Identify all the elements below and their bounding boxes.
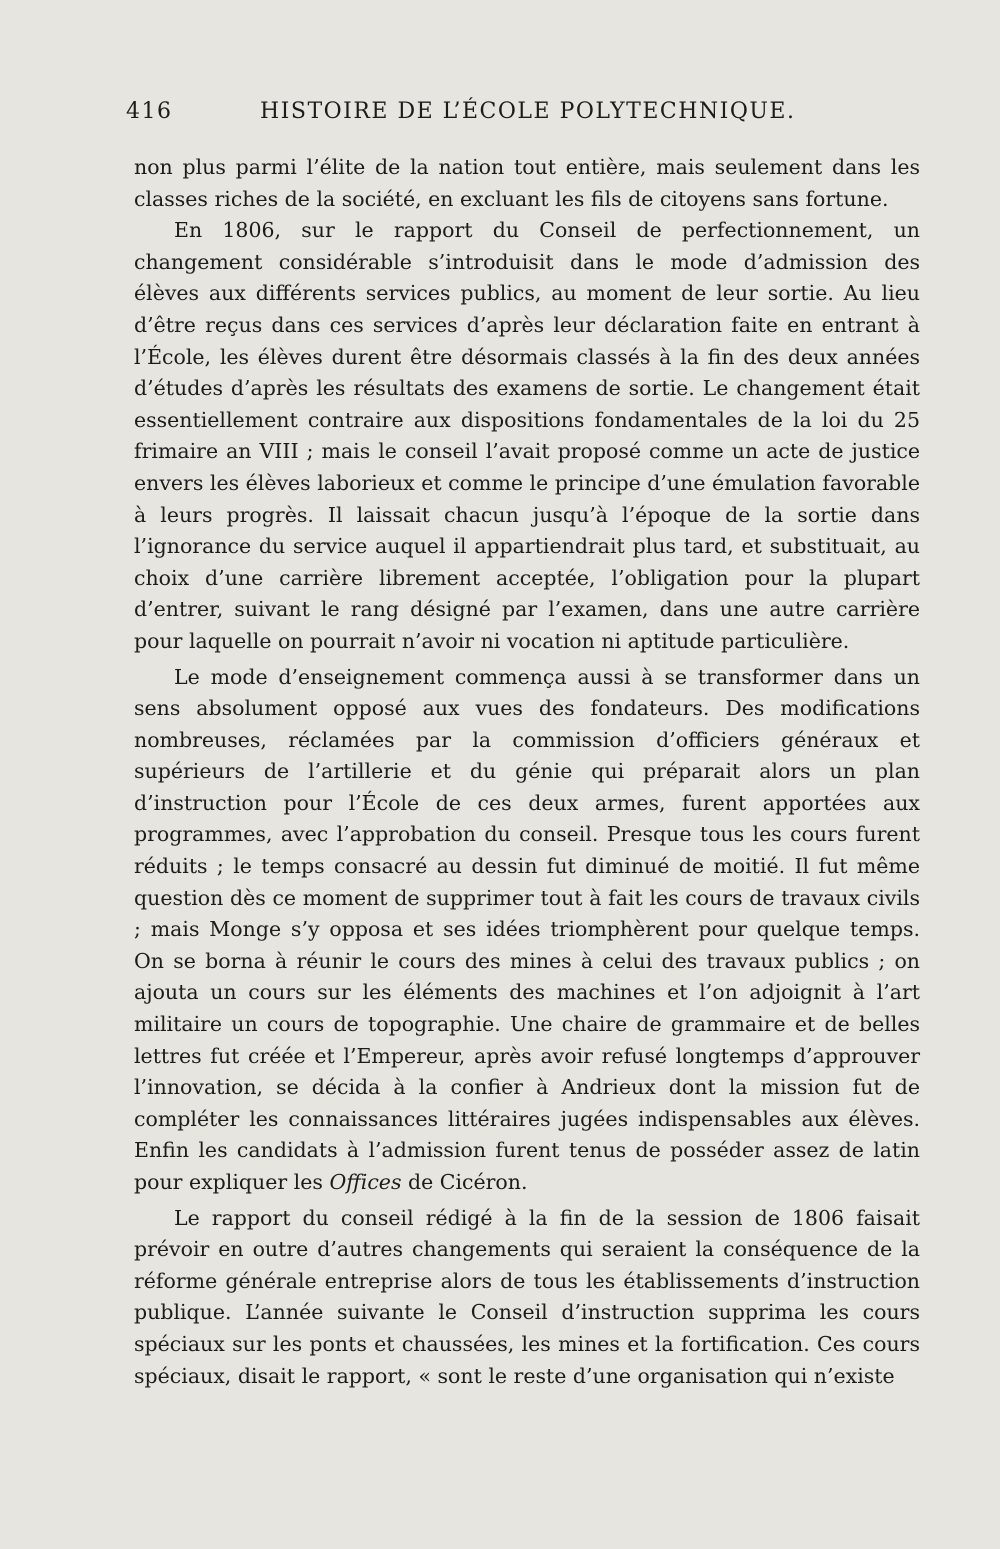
running-head	[126, 99, 916, 133]
running-title: HISTOIRE DE L’ÉCOLE POLYTECHNIQUE.	[260, 99, 796, 124]
paragraph-3-text: Le mode d’enseignement commença aussi à se transformer dans un sens absolument opposé aux vues des fondateurs. Des modifications nombreuses, réclamées par la commission d’officiers généraux et supérieurs de l’artillerie et du génie qui préparait alors un plan d’instruction pour l’École de ces deux armes, furent apportées aux programmes, avec l’approbation du conseil. Presque tous les cours furent réduits ; le temps consacré au dessin fut diminué de moitié. Il fut même question dès ce moment de supprimer tout à fait les cours de travaux civils ; mais Monge s’y opposa et ses idées triomphèrent pour quelque temps. On se borna à réunir le cours des mines à celui des travaux publics ; on ajouta un cours sur les éléments des machines et l’on adjoignit à l’art militaire un cours de topographie. Une chaire de grammaire et de belles lettres fut créée et l’Empereur, après avoir refusé longtemps d’approuver l’innovation, se décida à la confier à Andrieux dont la mission fut de compléter les connaissances littéraires jugées indispensables aux élèves. Enfin les candidats à l’admission furent tenus de posséder assez de latin pour expliquer les	[134, 664, 920, 1194]
paragraph-3-tail: de Cicéron.	[408, 1170, 528, 1194]
paragraph-2: En 1806, sur le rapport du Conseil de perfectionnement, un changement considérable s’introduisit dans le mode d’admission des élèves aux différents services publics, au moment de leur sortie. Au lieu d’être reçus dans ces services d’après leur déclaration faite en entrant à l’École, les élèves durent être désormais classés à la fin des deux années d’études d’après les résultats des examens de sortie. Le changement était essentiellement contraire aux dispositions fondamentales de la loi du 25 frimaire an VIII ; mais le conseil l’avait proposé comme un acte de justice envers les élèves laborieux et comme le principe d’une émulation favorable à leurs progrès. Il laissait chacun jusqu’à l’époque de la sortie dans l’ignorance du service auquel il appartiendrait plus tard, et substituait, au choix d’une carrière librement acceptée, l’obligation pour la plupart d’entrer, suivant le rang désigné par l’examen, dans une autre carrière pour laquelle on pourrait n’avoir ni vocation ni aptitude particulière.	[134, 218, 920, 653]
paragraph-4: Le rapport du conseil rédigé à la fin de la session de 1806 faisait prévoir en outre d’autres changements qui seraient la conséquence de la réforme générale entreprise alors de tous les établissements d’instruction publique. L’année suivante le Conseil d’instruction supprima les cours spéciaux sur les ponts et chaussées, les mines et la fortification. Ces cours spéciaux, disait le rapport, « sont le reste d’une organisation qui n’existe	[134, 1205, 920, 1388]
italic-title: Offices	[329, 1170, 402, 1194]
paragraph-3	[134, 662, 920, 1199]
paragraph-1: non plus parmi l’élite de la nation tout entière, mais seulement dans les classes riches de la société, en excluant les fils de citoyens sans fortune.	[134, 155, 920, 211]
page-number: 416	[126, 99, 173, 124]
body-text	[134, 152, 920, 1392]
